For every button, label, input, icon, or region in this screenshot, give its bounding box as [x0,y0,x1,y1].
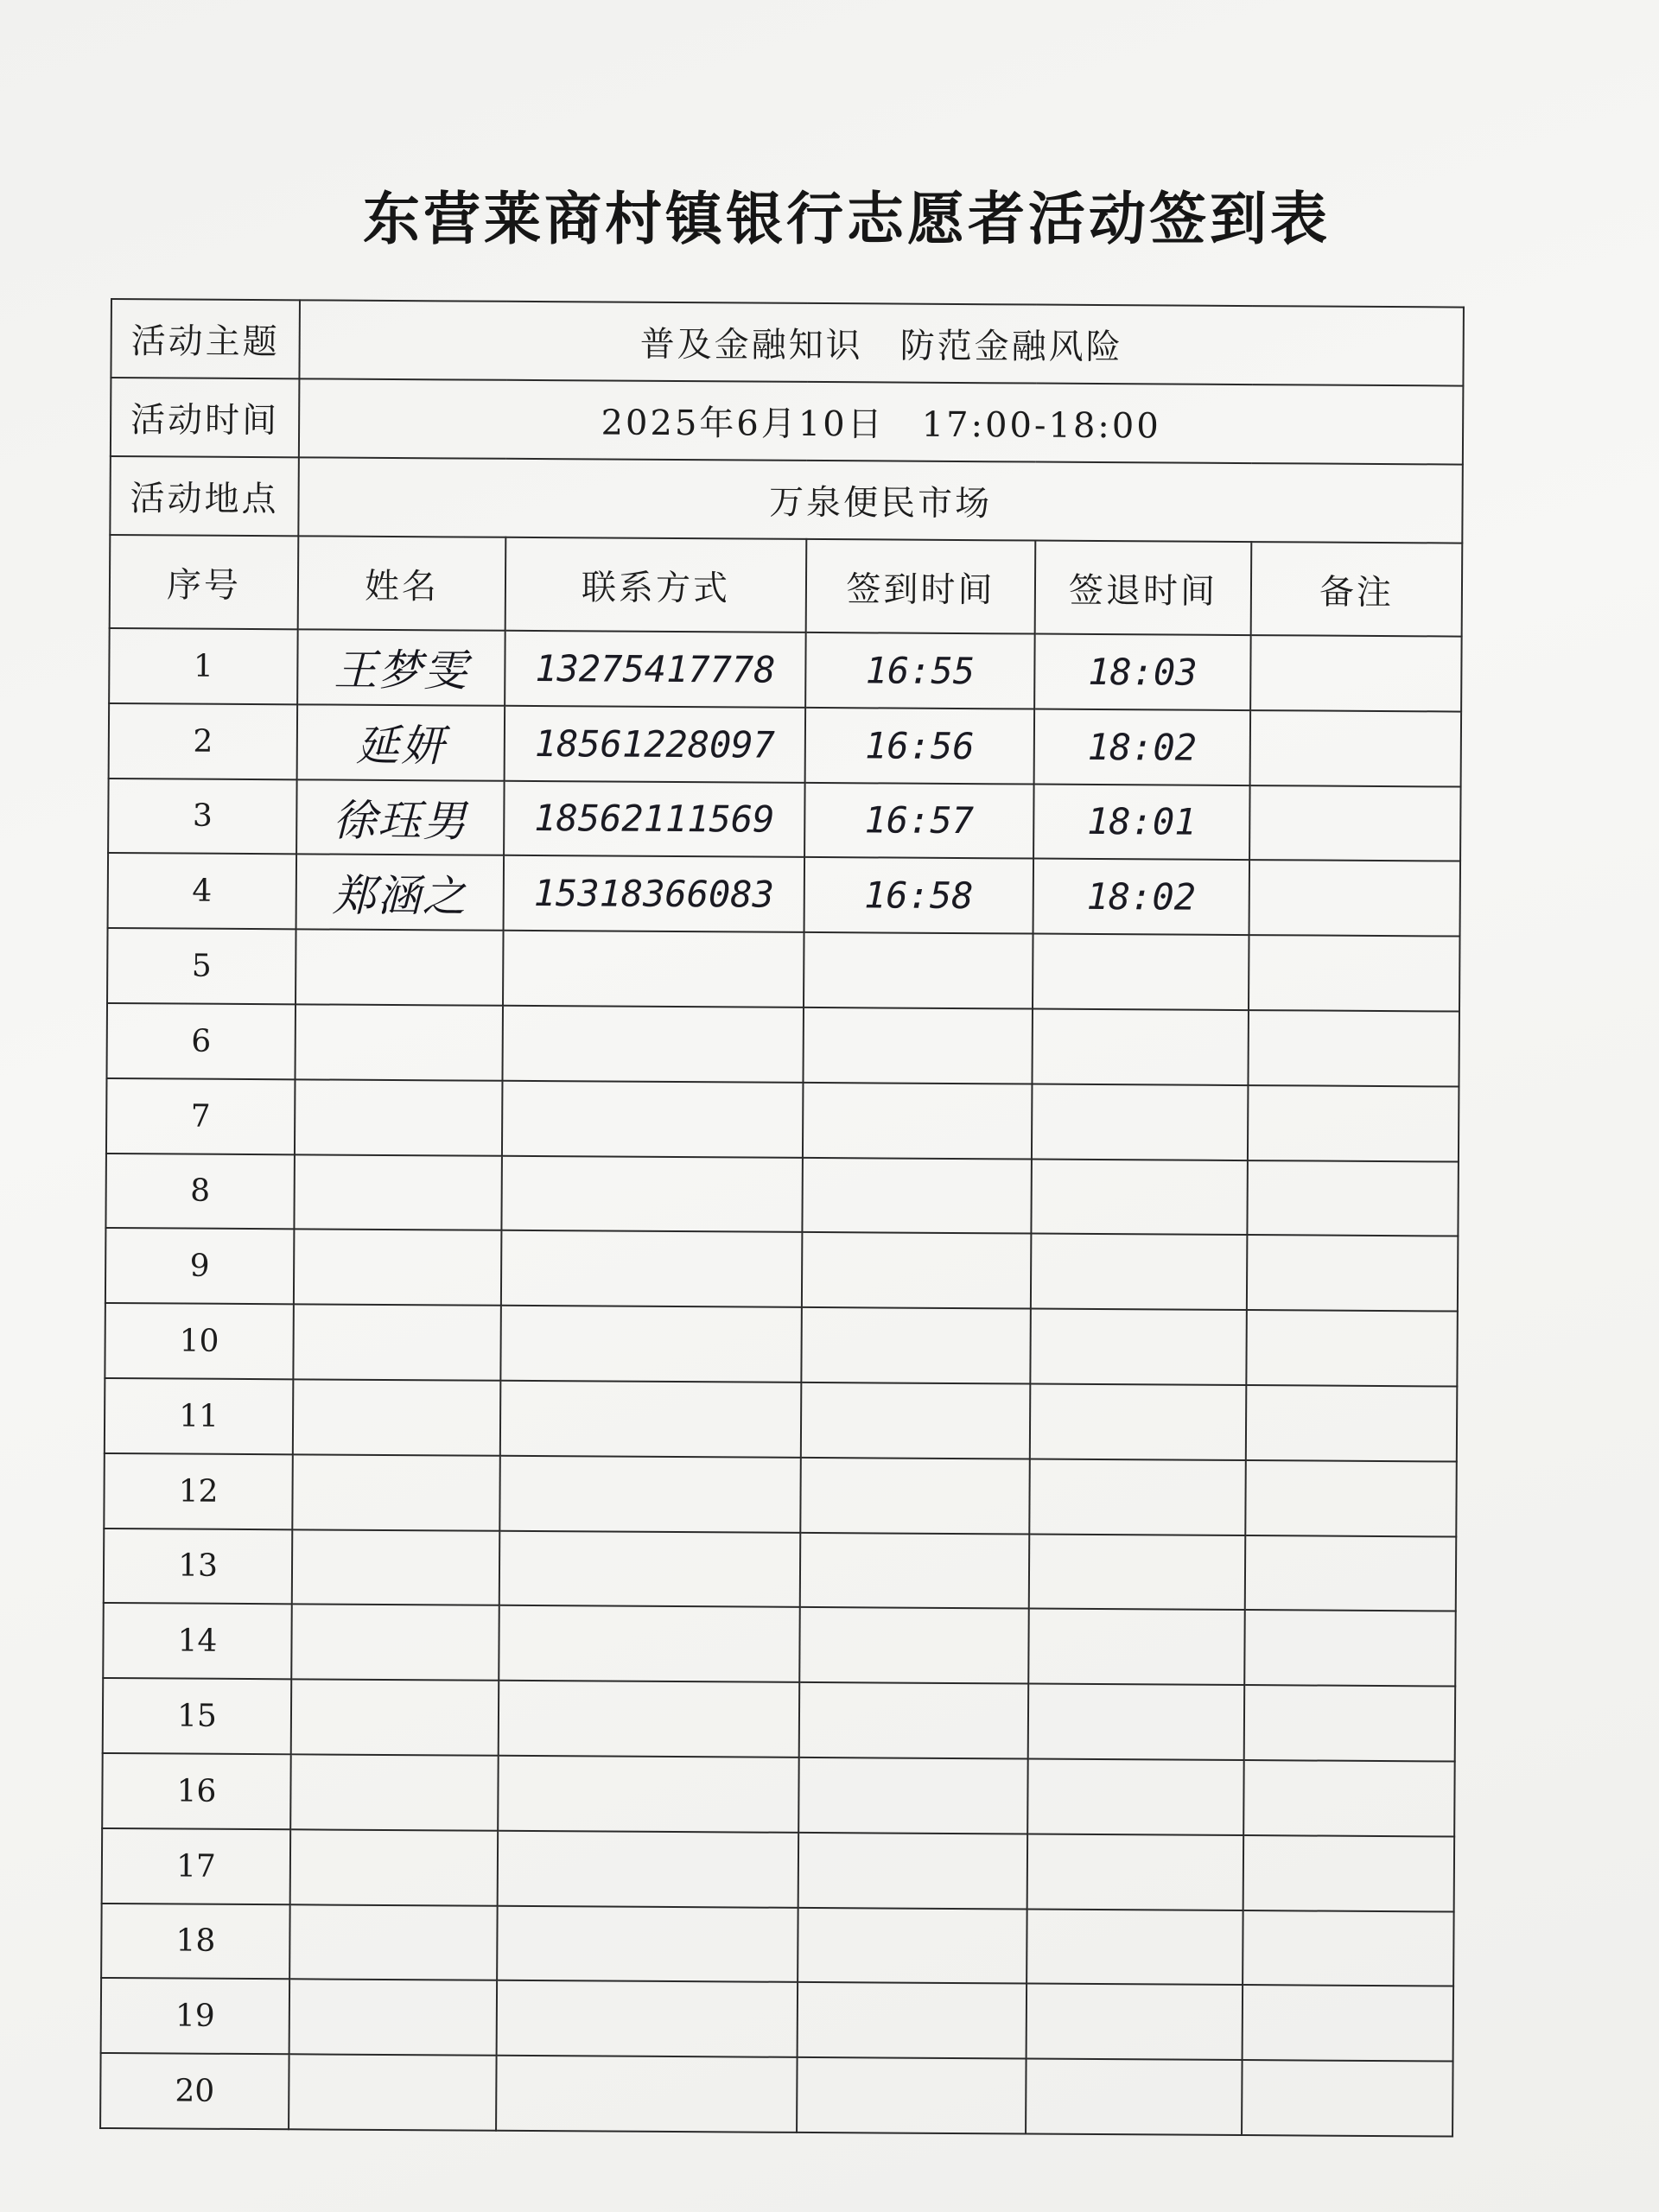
row-number: 17 [102,1828,291,1904]
sign-out-time [1031,1234,1248,1310]
sign-in-time [800,1532,1030,1608]
contact-phone: 18562111569 [504,780,805,857]
column-header: 备注 [1251,542,1463,636]
row-number: 20 [100,2053,289,2129]
contact-phone [499,1605,800,1682]
sign-in-time [798,1907,1027,1983]
sign-in-table [99,298,1465,2137]
contact-phone [496,2056,798,2133]
row-number: 7 [106,1078,296,1154]
signer-name [293,1379,501,1455]
table-row [109,703,1462,786]
sign-in-time: 16:57 [804,783,1034,859]
table-row [105,1154,1459,1236]
table-row [100,2053,1453,2136]
remark [1245,1535,1457,1611]
table-row [104,1529,1457,1611]
sign-out-time [1027,1834,1244,1910]
row-number: 8 [105,1154,295,1230]
remark [1250,710,1462,786]
sign-out-time: 18:01 [1033,784,1250,860]
contact-phone [500,1306,802,1382]
sign-in-time [799,1682,1029,1758]
row-number: 5 [107,928,296,1004]
table-row [109,628,1462,711]
signer-name [290,1754,499,1830]
info-row-location [110,456,1463,543]
remark [1247,1235,1459,1311]
remark [1247,1160,1459,1236]
sign-out-time [1029,1534,1246,1610]
sign-out-time [1028,1609,1245,1685]
sign-out-time [1027,1984,1243,2060]
contact-phone [501,1230,803,1307]
remark [1243,1760,1455,1836]
signer-name: 徐珏男 [296,779,505,855]
remark [1249,935,1460,1011]
sign-in-time: 16:55 [805,632,1035,709]
sign-in-time [800,1458,1030,1534]
remark [1249,785,1461,861]
sign-out-time [1030,1309,1247,1385]
sign-in-sheet [99,298,1463,2137]
column-header: 签到时间 [806,539,1036,634]
remark [1243,1910,1454,1986]
remark [1250,635,1462,711]
contact-phone [502,1006,804,1083]
remark [1244,1685,1456,1761]
remark [1243,1835,1455,1911]
contact-phone [498,1756,799,1833]
signer-name [294,1230,502,1306]
sign-in-time [799,1607,1029,1683]
row-number: 6 [106,1003,296,1079]
row-number: 9 [105,1228,295,1304]
signer-name [291,1679,499,1755]
table-row [108,853,1461,936]
signer-name [293,1304,501,1380]
signer-name: 郑涵之 [296,855,505,931]
sign-out-time: 18:02 [1034,709,1251,785]
signer-name [295,1004,503,1080]
row-number: 11 [105,1378,294,1454]
contact-phone [503,931,804,1007]
sign-in-time [802,1157,1032,1233]
contact-phone: 13275417778 [505,631,806,708]
sign-in-time [797,2057,1027,2133]
signer-name [290,1829,499,1905]
sign-out-time [1032,1084,1249,1160]
remark [1248,1010,1459,1086]
remark [1244,1610,1456,1686]
row-number: 15 [103,1678,292,1754]
signer-name [296,930,504,1006]
table-header-row [110,535,1463,637]
column-header: 签退时间 [1035,541,1252,636]
table-row [102,1828,1455,1911]
signer-name [289,1980,498,2056]
table-row [101,1978,1454,2061]
column-header: 序号 [110,535,299,629]
sign-in-time [798,1758,1028,1834]
signer-name [292,1529,500,1605]
signer-name [292,1454,500,1530]
info-label: 活动地点 [110,456,299,536]
signer-name [294,1154,502,1230]
document-title: 东营莱商村镇银行志愿者活动签到表 [363,185,1331,252]
row-number: 13 [104,1529,293,1605]
column-header: 姓名 [298,536,506,630]
remark [1248,1085,1459,1161]
remark [1243,1985,1454,2061]
signer-name [289,1904,498,1980]
contact-phone [499,1681,800,1758]
row-number: 3 [108,779,297,855]
info-value: 普及金融知识 防范金融风险 [299,300,1464,385]
sign-out-time [1029,1459,1246,1535]
contact-phone [499,1530,801,1607]
table-row [105,1303,1458,1386]
table-row [108,779,1461,861]
info-label: 活动时间 [111,378,300,457]
table-row [104,1453,1457,1536]
table-row [103,1603,1456,1686]
info-label: 活动主题 [111,299,300,378]
table-row [106,1078,1459,1161]
row-number: 12 [104,1453,293,1529]
row-number: 19 [101,1978,290,2054]
row-number: 10 [105,1303,294,1379]
row-number: 2 [109,703,298,779]
table-row [103,1678,1456,1761]
row-number: 14 [103,1603,292,1679]
sign-in-time: 16:56 [805,708,1035,784]
sign-out-time [1032,1009,1249,1085]
row-number: 18 [101,1904,290,1980]
remark [1245,1460,1457,1536]
sign-out-time [1031,1159,1248,1235]
contact-phone: 15318366083 [504,855,805,932]
signer-name: 延妍 [297,704,505,780]
table-row [102,1753,1455,1836]
sign-out-time [1028,1684,1245,1760]
sign-in-time [804,932,1033,1008]
contact-phone [501,1155,803,1232]
info-row-time [111,378,1464,465]
info-value: 2025年6月10日 17:00-18:00 [299,378,1464,464]
table-row [101,1904,1454,1986]
table-row [105,1378,1458,1461]
contact-phone [498,1831,799,1908]
signer-name [295,1079,503,1155]
sign-in-time [803,1007,1033,1084]
sign-out-time [1033,934,1249,1010]
remark [1249,860,1461,936]
contact-phone [499,1456,801,1533]
row-number: 1 [109,628,298,704]
sign-out-time: 18:03 [1034,634,1251,710]
remark [1246,1385,1458,1461]
contact-phone [500,1381,802,1458]
sign-in-time [802,1232,1032,1308]
row-number: 4 [108,853,297,929]
sign-in-time [803,1083,1033,1159]
table-body [100,628,1462,2136]
sign-in-time [798,1982,1027,2058]
sign-out-time [1027,1758,1244,1834]
sign-out-time [1030,1383,1247,1459]
contact-phone: 18561228097 [505,706,806,783]
table-row [105,1228,1459,1311]
sign-in-time [801,1382,1031,1459]
signer-name [291,1605,499,1681]
info-row-theme [111,299,1464,386]
sign-out-time: 18:02 [1033,859,1250,935]
table-row [107,928,1460,1011]
contact-phone [497,1905,798,1982]
sign-in-time [801,1307,1031,1383]
contact-phone [497,1980,798,2057]
row-number: 16 [102,1753,291,1829]
sign-in-time [798,1833,1028,1909]
signer-name: 王梦雯 [297,629,505,705]
contact-phone [502,1081,804,1158]
signer-name [289,2054,497,2130]
sign-in-time: 16:58 [804,857,1034,933]
remark [1242,2060,1453,2136]
table-row [106,1003,1459,1086]
column-header: 联系方式 [505,537,807,632]
sign-out-time [1027,1909,1243,1985]
remark [1246,1310,1458,1386]
info-value: 万泉便民市场 [298,457,1463,543]
sign-out-time [1026,2059,1243,2135]
